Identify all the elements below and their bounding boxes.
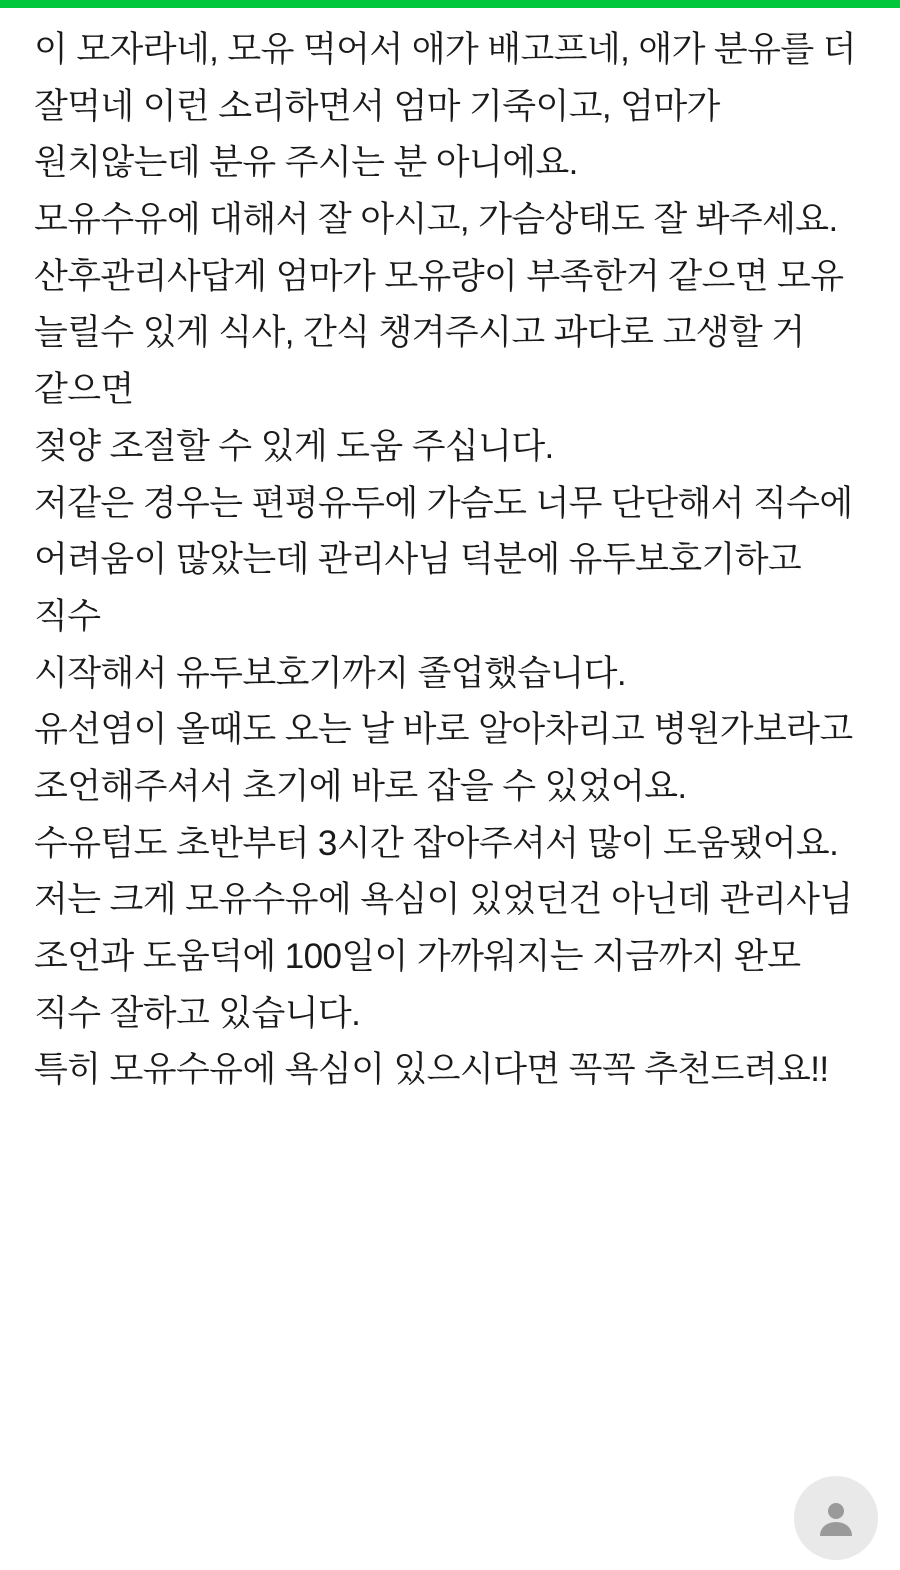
post-paragraph: 저는 크게 모유수유에 욕심이 있었던건 아닌데 관리사님 xyxy=(34,880,853,920)
user-avatar-icon[interactable] xyxy=(794,1476,878,1560)
post-content xyxy=(0,8,900,1099)
post-paragraph: 조언해주셔서 초기에 바로 잡을 수 있었어요. xyxy=(34,766,687,806)
post-paragraph: 조언과 도움덕에 100일이 가까워지는 지금까지 완모 직수 잘하고 있습니다. xyxy=(34,937,801,1033)
post-paragraph: 유선염이 올때도 오는 날 바로 알아차리고 병원가보라고 xyxy=(34,710,853,750)
post-paragraph: 시작해서 유두보호기까지 졸업했습니다. xyxy=(34,653,626,693)
post-paragraph: 모유수유에 대해서 잘 아시고, 가슴상태도 잘 봐주세요. xyxy=(34,200,838,240)
post-paragraph: 젖양 조절할 수 있게 도움 주십니다. xyxy=(34,426,554,466)
top-accent-bar xyxy=(0,0,900,8)
post-paragraph: 특히 모유수유에 욕심이 있으시다면 꼭꼭 추천드려요!! xyxy=(34,1050,829,1090)
post-paragraph: 저같은 경우는 편평유두에 가슴도 너무 단단해서 직수에 xyxy=(34,483,853,523)
post-paragraph: 수유텀도 초반부터 3시간 잡아주셔서 많이 도움됐어요. xyxy=(34,823,839,863)
post-paragraph: 이 모자라네, 모유 먹어서 애가 배고프네, 애가 분유를 더 잘먹네 이런 소리하면서 엄마 기죽이고, 엄마가 원치않는데 분유 주시는 분 아니에요. xyxy=(34,30,856,183)
post-paragraph: 어려움이 많았는데 관리사님 덕분에 유두보호기하고 직수 xyxy=(34,540,802,636)
post-paragraph: 산후관리사답게 엄마가 모유량이 부족한거 같으면 모유 늘릴수 있게 식사, 간식 챙겨주시고 과다로 고생할 거 같으면 xyxy=(34,256,844,410)
